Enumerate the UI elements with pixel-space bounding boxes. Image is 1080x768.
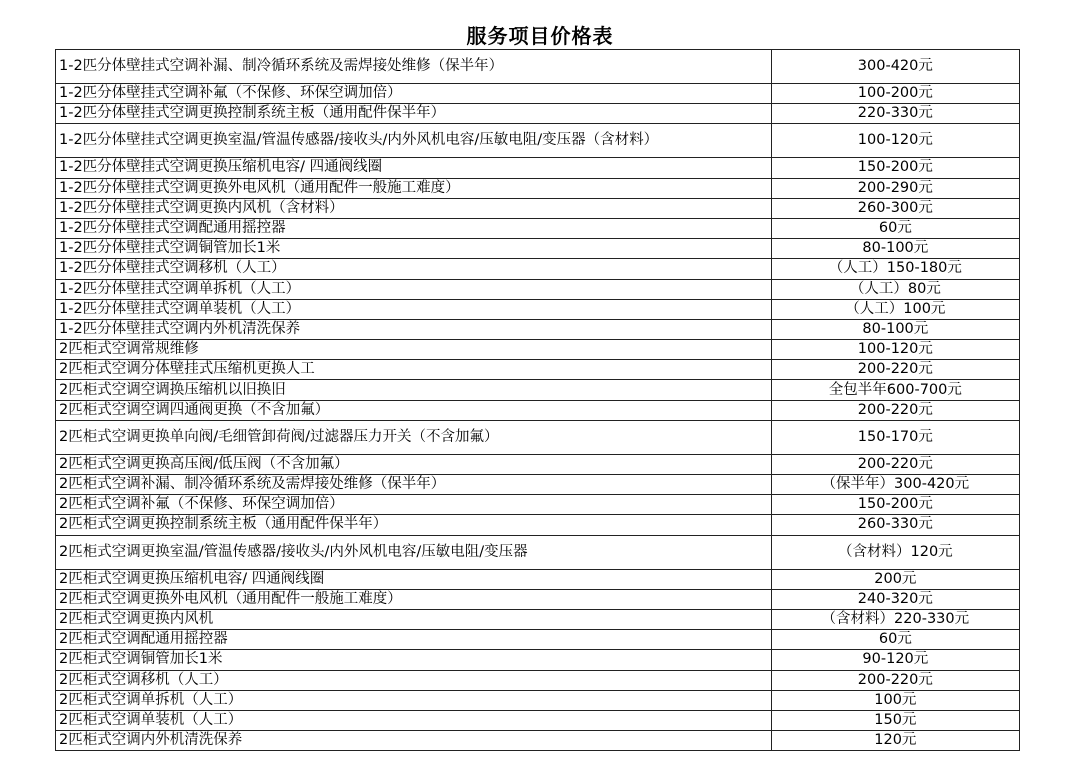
service-item-cell: 2匹柜式空调常规维修 (56, 340, 772, 360)
table-row (56, 710, 1020, 730)
price-table (55, 49, 1020, 751)
service-item-cell: 2匹柜式空调更换高压阀/低压阀（不含加氟） (56, 454, 772, 474)
table-row (56, 340, 1020, 360)
service-item-cell: 2匹柜式空调移机（人工） (56, 670, 772, 690)
service-item-cell: 1-2匹分体壁挂式空调更换压缩机电容/ 四通阀线圈 (56, 158, 772, 178)
price-cell: （含材料）220-330元 (771, 609, 1019, 629)
service-item-cell: 2匹柜式空调单装机（人工） (56, 710, 772, 730)
table-row (56, 259, 1020, 279)
price-cell: 60元 (771, 218, 1019, 238)
table-row (56, 178, 1020, 198)
price-cell: （人工）150-180元 (771, 259, 1019, 279)
service-item-cell: 1-2匹分体壁挂式空调更换外电风机（通用配件一般施工难度） (56, 178, 772, 198)
price-cell: 150-200元 (771, 158, 1019, 178)
price-cell: 200-220元 (771, 400, 1019, 420)
table-row (56, 319, 1020, 339)
price-cell: 100-120元 (771, 124, 1019, 158)
price-cell: 120元 (771, 731, 1019, 751)
price-cell: 全包半年600-700元 (771, 380, 1019, 400)
table-row (56, 630, 1020, 650)
service-item-cell: 2匹柜式空调空调四通阀更换（不含加氟） (56, 400, 772, 420)
price-cell: 100-120元 (771, 340, 1019, 360)
price-cell: 200-290元 (771, 178, 1019, 198)
table-row (56, 198, 1020, 218)
price-cell: 200-220元 (771, 454, 1019, 474)
table-row (56, 731, 1020, 751)
table-row (56, 670, 1020, 690)
service-item-cell: 2匹柜式空调补漏、制冷循环系统及需焊接处维修（保半年） (56, 475, 772, 495)
service-item-cell: 1-2匹分体壁挂式空调补氟（不保修、环保空调加倍） (56, 84, 772, 104)
table-row (56, 104, 1020, 124)
price-cell: （人工）80元 (771, 279, 1019, 299)
service-item-cell: 2匹柜式空调更换控制系统主板（通用配件保半年） (56, 515, 772, 535)
table-row (56, 299, 1020, 319)
service-item-cell: 2匹柜式空调补氟（不保修、环保空调加倍） (56, 495, 772, 515)
table-row (56, 420, 1020, 454)
table-row (56, 279, 1020, 299)
price-cell: 200-220元 (771, 670, 1019, 690)
table-row (56, 589, 1020, 609)
price-cell: 260-330元 (771, 515, 1019, 535)
price-cell: 150-200元 (771, 495, 1019, 515)
service-item-cell: 2匹柜式空调空调换压缩机以旧换旧 (56, 380, 772, 400)
price-cell: 150元 (771, 710, 1019, 730)
table-row (56, 400, 1020, 420)
service-item-cell: 1-2匹分体壁挂式空调移机（人工） (56, 259, 772, 279)
service-item-cell: 2匹柜式空调铜管加长1米 (56, 650, 772, 670)
price-cell: （人工）100元 (771, 299, 1019, 319)
table-row (56, 515, 1020, 535)
price-cell: 200-220元 (771, 360, 1019, 380)
service-item-cell: 2匹柜式空调单拆机（人工） (56, 690, 772, 710)
service-item-cell: 1-2匹分体壁挂式空调补漏、制冷循环系统及需焊接处维修（保半年） (56, 50, 772, 84)
table-row (56, 454, 1020, 474)
price-table-body (56, 50, 1020, 751)
price-cell: （含材料）120元 (771, 535, 1019, 569)
table-row (56, 650, 1020, 670)
price-cell: 90-120元 (771, 650, 1019, 670)
service-item-cell: 2匹柜式空调更换外电风机（通用配件一般施工难度） (56, 589, 772, 609)
service-item-cell: 1-2匹分体壁挂式空调单装机（人工） (56, 299, 772, 319)
service-item-cell: 1-2匹分体壁挂式空调更换内风机（含材料） (56, 198, 772, 218)
price-cell: 300-420元 (771, 50, 1019, 84)
service-item-cell: 2匹柜式空调配通用摇控器 (56, 630, 772, 650)
table-row (56, 609, 1020, 629)
service-item-cell: 1-2匹分体壁挂式空调内外机清洗保养 (56, 319, 772, 339)
service-item-cell: 2匹柜式空调分体壁挂式压缩机更换人工 (56, 360, 772, 380)
price-cell: 100-200元 (771, 84, 1019, 104)
price-cell: 60元 (771, 630, 1019, 650)
price-cell: 240-320元 (771, 589, 1019, 609)
table-row (56, 218, 1020, 238)
page-title: 服务项目价格表 (466, 24, 614, 48)
table-row (56, 50, 1020, 84)
service-item-cell: 1-2匹分体壁挂式空调更换控制系统主板（通用配件保半年） (56, 104, 772, 124)
service-item-cell: 1-2匹分体壁挂式空调配通用摇控器 (56, 218, 772, 238)
table-row (56, 690, 1020, 710)
table-row (56, 380, 1020, 400)
service-item-cell: 2匹柜式空调更换压缩机电容/ 四通阀线圈 (56, 569, 772, 589)
table-row (56, 239, 1020, 259)
table-row (56, 360, 1020, 380)
service-item-cell: 2匹柜式空调内外机清洗保养 (56, 731, 772, 751)
service-item-cell: 1-2匹分体壁挂式空调铜管加长1米 (56, 239, 772, 259)
service-item-cell: 2匹柜式空调更换室温/管温传感器/接收头/内外风机电容/压敏电阻/变压器 (56, 535, 772, 569)
service-item-cell: 1-2匹分体壁挂式空调更换室温/管温传感器/接收头/内外风机电容/压敏电阻/变压器（含材料） (56, 124, 772, 158)
price-cell: 150-170元 (771, 420, 1019, 454)
table-row (56, 569, 1020, 589)
table-row (56, 475, 1020, 495)
price-cell: 260-300元 (771, 198, 1019, 218)
service-item-cell: 2匹柜式空调更换内风机 (56, 609, 772, 629)
table-row (56, 124, 1020, 158)
table-row (56, 535, 1020, 569)
price-cell: 80-100元 (771, 319, 1019, 339)
price-cell: （保半年）300-420元 (771, 475, 1019, 495)
price-cell: 80-100元 (771, 239, 1019, 259)
price-cell: 220-330元 (771, 104, 1019, 124)
service-item-cell: 2匹柜式空调更换单向阀/毛细管卸荷阀/过滤器压力开关（不含加氟） (56, 420, 772, 454)
table-row (56, 158, 1020, 178)
price-cell: 200元 (771, 569, 1019, 589)
table-row (56, 84, 1020, 104)
table-row (56, 495, 1020, 515)
service-item-cell: 1-2匹分体壁挂式空调单拆机（人工） (56, 279, 772, 299)
price-cell: 100元 (771, 690, 1019, 710)
